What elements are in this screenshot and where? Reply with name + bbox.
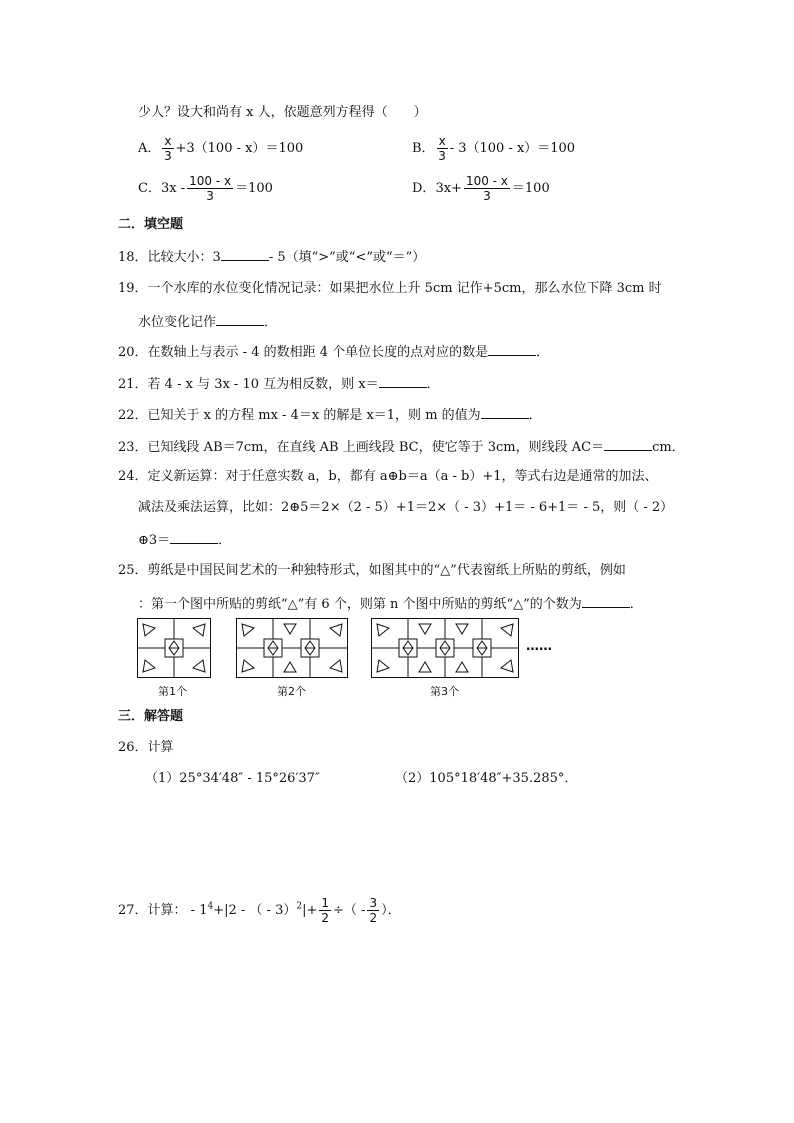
q17-option-d: D．3x+ $\frac{100 - x}{3}$ ＝100: [412, 174, 550, 203]
q17-option-c: C．3x - $\frac{100 - x}{3}$ ＝100: [138, 174, 273, 203]
fraction: $\frac{x}{3}$: [164, 134, 172, 163]
figure-3-caption: 第3个: [430, 685, 459, 698]
answer-blank: [216, 312, 264, 326]
fraction: $\frac{100 - x}{3}$: [465, 174, 508, 203]
question-20: 20．在数轴上与表示 - 4 的数相距 4 个单位长度的点对应的数是 ．: [118, 342, 549, 362]
paper-cut-figure-3: [371, 618, 519, 678]
question-22: 22．已知关于 x 的方程 mx - 4＝x 的解是 x＝1，则 m 的值为 ．: [118, 405, 542, 425]
fraction: $\frac{1}{2}$: [321, 896, 330, 925]
section-fill-in-title: 二．填空题: [118, 217, 184, 232]
section-answer-title: 三．解答题: [118, 709, 184, 724]
question-24-line1: 24．定义新运算：对于任意实数 a，b，都有 a⊕b＝a（a - b）+1，等式右边是通常的加法、: [118, 469, 658, 484]
question-23: 23．已知线段 AB＝7cm，在直线 AB 上画线段 BC，使它等于 3cm，则线段 AC＝ cm．: [118, 437, 685, 457]
figure-1-caption: 第1个: [158, 685, 187, 698]
q17-stem: 少人？设大和尚有 x 人，依题意列方程得（ ）: [138, 105, 427, 120]
answer-blank: [170, 530, 218, 544]
fraction: $\frac{3}{2}$: [369, 896, 378, 925]
q17-option-a: A． $\frac{x}{3}$ +3（100 - x）＝100: [138, 134, 304, 163]
fraction: $\frac{100 - x}{3}$: [189, 174, 232, 203]
question-24-line2: 减法及乘法运算，比如：2⊕5＝2×（2 - 5）+1＝2×（ - 3）+1＝ - 6+1＝ - 5，则（ - 2）: [138, 500, 674, 515]
figure-2-caption: 第2个: [277, 685, 306, 698]
question-26-part2: （2）105°18′48″+35.285°．: [395, 771, 578, 786]
question-25-line1: 25．剪纸是中国民间艺术的一种独特形式，如图其中的“△”代表窗纸上所贴的剪纸，例如: [118, 563, 626, 578]
answer-blank: [221, 247, 269, 261]
figure-ellipsis: ……: [526, 639, 552, 654]
question-26-part1: （1）25°34′48″ - 15°26′37″: [145, 771, 320, 786]
question-26-title: 26．计算: [118, 740, 174, 755]
fraction: $\frac{x}{3}$: [438, 134, 446, 163]
answer-blank: [488, 342, 536, 356]
question-18: 18．比较大小：3 - 5（填“>”或“<”或“＝”）: [118, 247, 425, 267]
question-24-line3: ⊕3＝ ．: [138, 530, 231, 550]
paper-cut-figure-2: [236, 618, 348, 678]
q17-option-b: B． $\frac{x}{3}$ - 3（100 - x）＝100: [412, 134, 576, 163]
answer-blank: [582, 594, 630, 608]
question-27: 27．计算： - $1^4+|2$ - （ - 3）$^2$|+ $\frac{1}{2}$ ÷（ - $\frac{3}{2}$ ）．: [118, 896, 401, 925]
question-21: 21．若 4 - x 与 3x - 10 互为相反数，则 x＝ ．: [118, 374, 440, 394]
answer-blank: [379, 374, 427, 388]
question-25-line2: ：第一个图中所贴的剪纸“△”有 6 个，则第 n 个图中所贴的剪纸“△”的个数为 ．: [138, 594, 643, 614]
answer-blank: [604, 437, 652, 451]
answer-blank: [481, 405, 529, 419]
question-19-line2: 水位变化记作 ．: [138, 312, 277, 332]
paper-cut-figure-1: [137, 618, 211, 678]
question-19-line1: 19．一个水库的水位变化情况记录：如果把水位上升 5cm 记作+5cm，那么水位下降 3cm 时: [118, 281, 662, 296]
